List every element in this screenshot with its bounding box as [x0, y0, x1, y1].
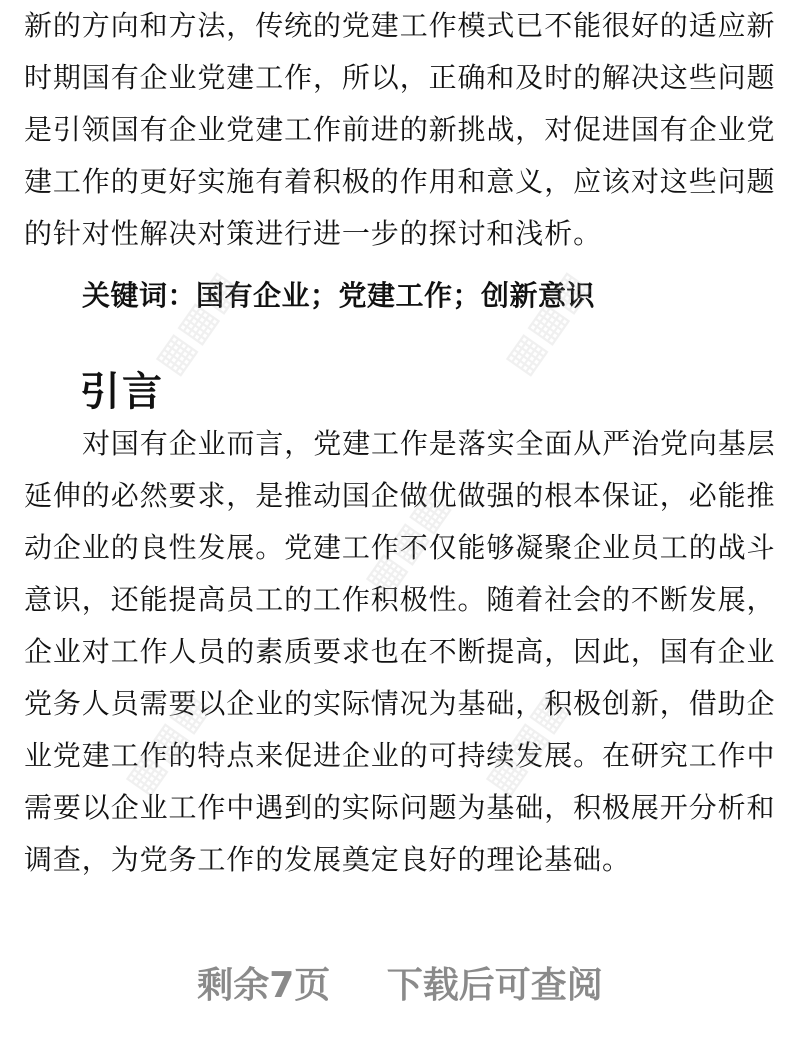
- abstract-line: 建工作的更好实施有着积极的作用和意义，应该对这些问题: [24, 165, 776, 198]
- intro-line: 动企业的良性发展。党建工作不仅能够凝聚企业员工的战斗: [24, 531, 776, 564]
- section-heading: 引言: [80, 368, 164, 415]
- watermark: ▦▦▦: [115, 683, 219, 803]
- abstract-line: 时期国有企业党建工作，所以，正确和及时的解决这些问题: [24, 61, 776, 94]
- abstract-line: 是引领国有企业党建工作前进的新挑战，对促进国有企业党: [24, 113, 776, 146]
- abstract-line: 新的方向和方法，传统的党建工作模式已不能很好的适应新: [24, 9, 776, 42]
- keywords-line: 关键词：国有企业；党建工作；创新意识: [82, 279, 596, 312]
- intro-paragraph: [24, 418, 780, 886]
- download-prompt-link[interactable]: 下载后可查阅: [386, 965, 603, 1006]
- preview-footer: [0, 958, 800, 1014]
- intro-line: 业党建工作的特点来促进企业的可持续发展。在研究工作中: [24, 739, 776, 772]
- watermark: ▦▦▦: [475, 683, 579, 803]
- intro-line: 意识，还能提高员工的工作积极性。随着社会的不断发展，: [24, 583, 776, 616]
- intro-line: 调查，为党务工作的发展奠定良好的理论基础。: [24, 843, 631, 876]
- intro-line: 对国有企业而言，党建工作是落实全面从严治党向基层: [82, 427, 776, 460]
- abstract-paragraph: [24, 0, 780, 260]
- remaining-pages-text: 剩余7页: [197, 965, 331, 1006]
- watermark: ▦▦▦: [495, 263, 599, 383]
- intro-line: 延伸的必然要求，是推动国企做优做强的根本保证，必能推: [24, 479, 776, 512]
- intro-line: 企业对工作人员的素质要求也在不断提高，因此，国有企业: [24, 635, 776, 668]
- watermark: ▦▦▦: [355, 483, 459, 603]
- watermark: ▦▦▦: [145, 263, 249, 383]
- intro-line: 党务人员需要以企业的实际情况为基础，积极创新，借助企: [24, 687, 776, 720]
- abstract-line: 的针对性解决对策进行进一步的探讨和浅析。: [24, 217, 603, 250]
- intro-line: 需要以企业工作中遇到的实际问题为基础，积极展开分析和: [24, 791, 776, 824]
